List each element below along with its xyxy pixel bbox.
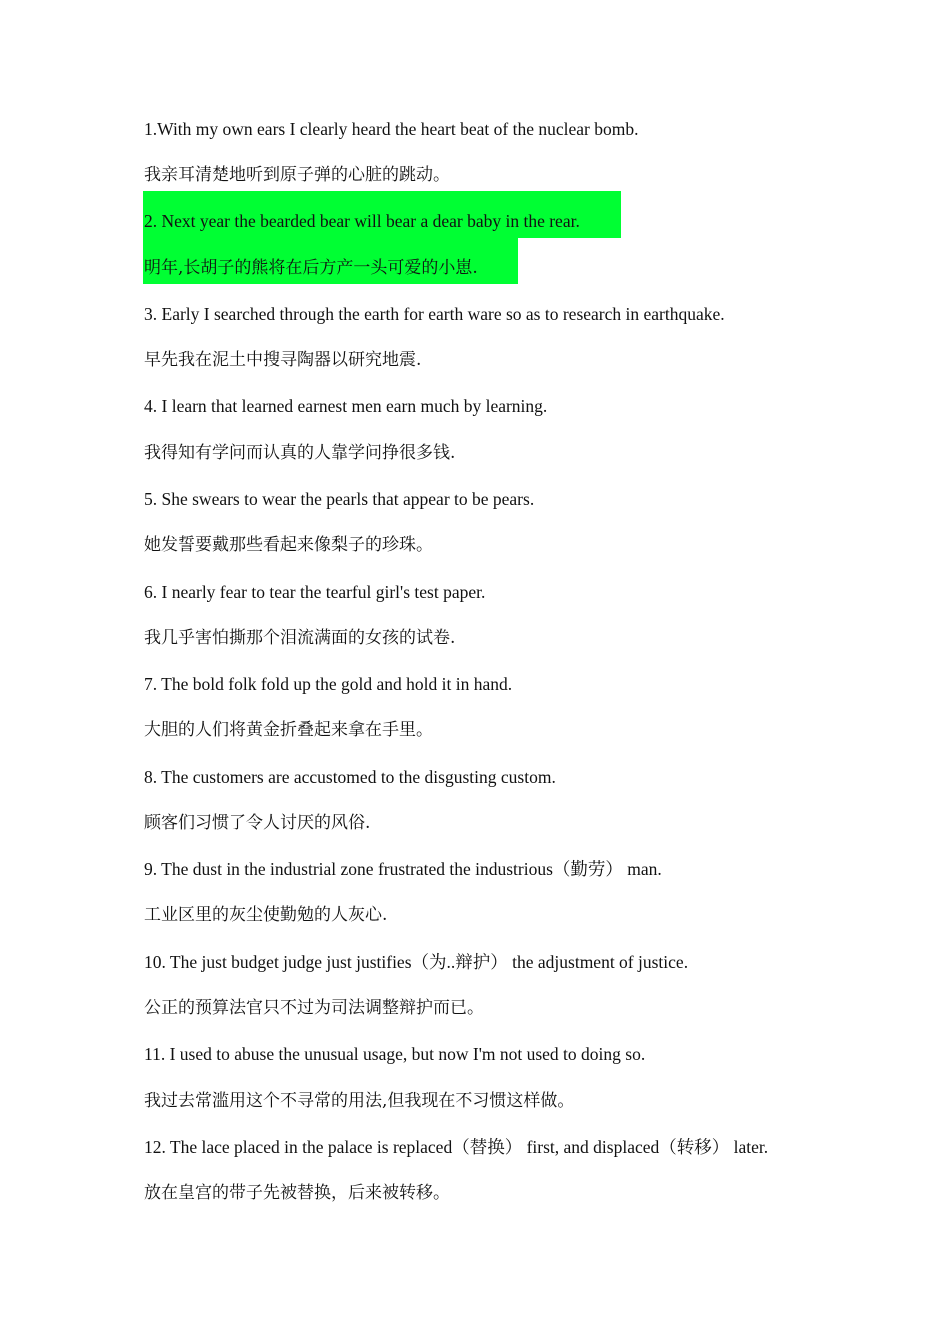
- sentence-en-7: 7. The bold folk fold up the gold and hold it in hand.: [144, 674, 513, 694]
- sentence-en-9: 9. The dust in the industrial zone frustrated the industrious（勤劳） man.: [144, 859, 662, 879]
- sentence-zh-3: 早先我在泥土中搜寻陶器以研究地震.: [144, 350, 422, 370]
- sentence-zh-8: 顾客们习惯了令人讨厌的风俗.: [144, 813, 371, 833]
- sentence-zh-5: 她发誓要戴那些看起来像梨子的珍珠。: [144, 535, 433, 555]
- sentence-en-1: 1.With my own ears I clearly heard the heart beat of the nuclear bomb.: [144, 119, 639, 139]
- sentence-en-8: 8. The customers are accustomed to the disgusting custom.: [144, 767, 556, 787]
- sentence-zh-2: 明年,长胡子的熊将在后方产一头可爱的小崽.: [144, 258, 478, 278]
- sentence-en-5: 5. She swears to wear the pearls that appear to be pears.: [144, 489, 535, 509]
- sentence-zh-1: 我亲耳清楚地听到原子弹的心脏的跳动。: [144, 165, 450, 185]
- sentence-en-6: 6. I nearly fear to tear the tearful girl's test paper.: [144, 582, 486, 602]
- sentence-en-4: 4. I learn that learned earnest men earn much by learning.: [144, 396, 548, 416]
- sentence-zh-7: 大胆的人们将黄金折叠起来拿在手里。: [144, 720, 433, 740]
- sentence-zh-9: 工业区里的灰尘使勤勉的人灰心.: [144, 905, 388, 925]
- sentence-zh-11: 我过去常滥用这个不寻常的用法,但我现在不习惯这样做。: [144, 1091, 575, 1111]
- sentence-en-11: 11. I used to abuse the unusual usage, but now I'm not used to doing so.: [144, 1044, 646, 1064]
- sentence-en-10: 10. The just budget judge just justifies（为..辩护） the adjustment of justice.: [144, 952, 689, 972]
- sentence-en-3: 3. Early I searched through the earth for earth ware so as to research in earthquake.: [144, 304, 725, 324]
- sentence-en-12: 12. The lace placed in the palace is replaced（替换） first, and displaced（转移） later.: [144, 1137, 769, 1157]
- sentence-zh-4: 我得知有学问而认真的人靠学问挣很多钱.: [144, 443, 456, 463]
- sentence-zh-6: 我几乎害怕撕那个泪流满面的女孩的试卷.: [144, 628, 456, 648]
- sentence-en-2: 2. Next year the bearded bear will bear a dear baby in the rear.: [144, 211, 580, 231]
- sentence-zh-10: 公正的预算法官只不过为司法调整辩护而已。: [144, 998, 484, 1018]
- sentence-zh-12: 放在皇宫的带子先被替换，后来被转移。: [144, 1183, 450, 1203]
